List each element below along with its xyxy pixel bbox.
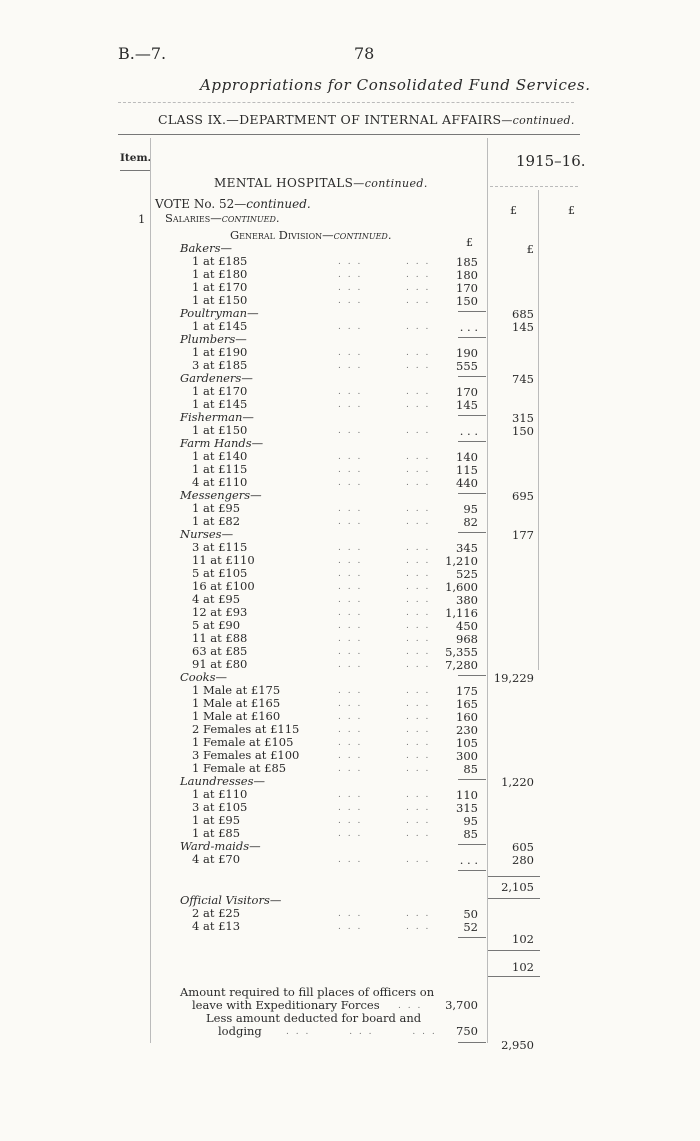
row-amount: . . . [459, 853, 478, 867]
row-label: 1 Male at £165 [192, 696, 281, 710]
row-label: 4 at £70 [192, 852, 241, 866]
group-total: 685 [512, 307, 534, 321]
group-rule [458, 415, 486, 416]
row-amount: 140 [456, 450, 478, 464]
row-label: 1 at £150 [192, 423, 248, 437]
leader-dots: . . . . . . [338, 478, 431, 488]
salaries-heading: Salaries—continued. [165, 211, 280, 225]
row-label: 16 at £100 [192, 579, 255, 593]
leader-dots: . . . . . . [338, 712, 431, 722]
row-amount: 150 [456, 294, 478, 308]
category-label: Fisherman— [180, 410, 254, 424]
row-amount: 345 [456, 541, 478, 555]
page-title: Appropriations for Consolidated Fund Services. [200, 76, 591, 94]
category-label: Poultryman— [180, 306, 259, 320]
leader-dots: . . . . . . [338, 686, 431, 696]
row-amount: 1,600 [445, 580, 478, 594]
row-amount: 5,355 [445, 645, 478, 659]
row-amount: 1,210 [445, 554, 478, 568]
row-label: 91 at £80 [192, 657, 248, 671]
category-label: Bakers— [180, 241, 232, 255]
leader-dots: . . . . . . [338, 296, 431, 306]
row-label: 1 Female at £105 [192, 735, 294, 749]
row-amount: 525 [456, 567, 478, 581]
row-amount: 85 [463, 827, 478, 841]
section-heading: MENTAL HOSPITALS—continued. [214, 176, 428, 190]
row-label: 11 at £88 [192, 631, 248, 645]
official-visitors-label: Official Visitors— [180, 893, 282, 907]
item-header-rule [120, 170, 150, 171]
leader-dots: . . . . . . [338, 855, 431, 865]
group-total: 19,229 [493, 671, 534, 685]
leader-dots: . . . . . . [338, 803, 431, 813]
row-label: 1 at £110 [192, 787, 248, 801]
group-rule [458, 844, 486, 845]
row-amount: 7,280 [445, 658, 478, 672]
row-label: 1 at £150 [192, 293, 248, 307]
row-amount: 95 [463, 814, 478, 828]
leader-dots: . . . . . . [338, 790, 431, 800]
group-rule [458, 493, 486, 494]
currency-col2: £ [568, 204, 575, 217]
class-divider [118, 134, 580, 135]
row-amount: 190 [456, 346, 478, 360]
row-amount: 105 [456, 736, 478, 750]
lodging-dots: . . . . . . . . . [286, 1027, 437, 1037]
group-rule [458, 675, 486, 676]
group-total: 1,220 [501, 775, 534, 789]
row-label: 12 at £93 [192, 605, 248, 619]
row-label: 1 Male at £175 [192, 683, 281, 697]
row-label: 3 Females at £100 [192, 748, 300, 762]
category-label: Nurses— [180, 527, 234, 541]
row-amount: 115 [456, 463, 478, 477]
leader-dots: . . . . . . [338, 270, 431, 280]
leader-dots: . . . . . . [338, 322, 431, 332]
group-total: £ [526, 242, 534, 256]
leader-dots: . . . . . . [338, 660, 431, 670]
column-item-header: Item. [120, 152, 152, 164]
leader-dots: . . . . . . [338, 452, 431, 462]
page-ref: B.—7. [118, 44, 167, 63]
visitors-rule [458, 937, 486, 938]
row-label: 1 at £170 [192, 384, 248, 398]
visitors-total-rule [488, 950, 540, 951]
row-label: 1 at £185 [192, 254, 248, 268]
leader-dots: . . . . . . [338, 621, 431, 631]
leader-dots: . . . . . . [338, 751, 431, 761]
group-rule [458, 311, 486, 312]
group-total: 177 [512, 528, 534, 542]
group-rule [458, 870, 486, 871]
leader-dots: . . . . . . [338, 738, 431, 748]
leader-dots: . . . . . . [338, 764, 431, 774]
row-amount: 440 [456, 476, 478, 490]
row-amount: 170 [456, 385, 478, 399]
row-label: 11 at £110 [192, 553, 255, 567]
leader-dots: . . . . . . [338, 465, 431, 475]
visitors-total-repeat: 102 [512, 960, 534, 974]
row-amount: . . . [459, 424, 478, 438]
row-label: 4 at £110 [192, 475, 248, 489]
group-rule [458, 337, 486, 338]
amount-column-line [487, 138, 488, 1043]
row-label: 1 at £115 [192, 462, 248, 476]
currency-col3: £ [466, 236, 473, 249]
row-label: 1 at £170 [192, 280, 248, 294]
division-heading: General Division—continued. [230, 228, 392, 242]
category-label: Ward-maids— [180, 839, 261, 853]
leader-dots: . . . . . . [338, 595, 431, 605]
title-divider [118, 102, 574, 103]
visitors-row-1-label: 2 at £25 [192, 906, 241, 920]
leader-dots: . . . . . . [338, 647, 431, 657]
category-label: Plumbers— [180, 332, 247, 346]
category-label: Laundresses— [180, 774, 265, 788]
leader-dots: . . . . . . [338, 829, 431, 839]
leader-dots: . . . . . . [338, 504, 431, 514]
visitors-row-2-label: 4 at £13 [192, 919, 241, 933]
row-label: 1 at £145 [192, 319, 248, 333]
leader-dots: . . . . . . [338, 634, 431, 644]
row-label: 1 at £180 [192, 267, 248, 281]
group-total: 605 [512, 840, 534, 854]
category-label: Farm Hands— [180, 436, 264, 450]
leader-dots: . . . . . . [338, 348, 431, 358]
leader-dots: . . . . . . [338, 400, 431, 410]
row-label: 4 at £95 [192, 592, 241, 606]
row-label: 5 at £90 [192, 618, 241, 632]
group-rule [458, 441, 486, 442]
subtotal-rule [488, 876, 540, 877]
row-label: 1 at £85 [192, 826, 241, 840]
salaries-subtotal: 2,105 [501, 880, 534, 894]
row-amount: 95 [463, 502, 478, 516]
row-amount: 300 [456, 749, 478, 763]
row-amount: 968 [456, 632, 478, 646]
row-amount: 185 [456, 255, 478, 269]
row-amount: 1,116 [445, 606, 478, 620]
row-amount: 145 [456, 398, 478, 412]
row-amount: 450 [456, 619, 478, 633]
visitors-repeat-rule [488, 976, 540, 977]
leader-dots: . . . . . . [338, 569, 431, 579]
expeditionary-line-3: Less amount deducted for board and [206, 1011, 422, 1025]
row-amount: 175 [456, 684, 478, 698]
expeditionary-line-2: leave with Expeditionary Forces [192, 998, 380, 1012]
class-heading: CLASS IX.—DEPARTMENT OF INTERNAL AFFAIRS—continued. [158, 112, 575, 127]
row-amount: 110 [456, 788, 478, 802]
amount-subcolumn-line [538, 190, 539, 670]
visitors-row-1-amount: 50 [463, 907, 478, 921]
item-number: 1 [138, 212, 146, 226]
row-label: 2 Females at £115 [192, 722, 300, 736]
leader-dots: . . . . . . [338, 608, 431, 618]
leader-dots: . . . . . . [338, 387, 431, 397]
group-total: 150 [512, 424, 534, 438]
leader-dots: . . . . . . [338, 283, 431, 293]
category-label: Gardeners— [180, 371, 253, 385]
leader-dots: . . . . . . [338, 725, 431, 735]
group-rule [458, 376, 486, 377]
deduct-rule [458, 1042, 486, 1043]
vote-heading: VOTE No. 52—continued. [155, 197, 311, 211]
visitors-total: 102 [512, 932, 534, 946]
expeditionary-amount: 3,700 [445, 998, 478, 1012]
row-label: 1 at £95 [192, 813, 241, 827]
group-total: 280 [512, 853, 534, 867]
leader-dots: . . . . . . [338, 816, 431, 826]
expeditionary-line-1: Amount required to fill places of officers on [180, 985, 435, 999]
row-amount: 315 [456, 801, 478, 815]
leader-dots: . . . . . . [338, 582, 431, 592]
group-rule [458, 779, 486, 780]
row-label: 3 at £105 [192, 800, 248, 814]
row-amount: 555 [456, 359, 478, 373]
row-label: 1 at £190 [192, 345, 248, 359]
row-amount: 170 [456, 281, 478, 295]
category-label: Messengers— [180, 488, 262, 502]
page-number: 78 [354, 44, 375, 63]
leader-dots: . . . . . . [338, 517, 431, 527]
row-amount: 165 [456, 697, 478, 711]
leader-dots: . . . . . . [338, 257, 431, 267]
group-total: 695 [512, 489, 534, 503]
expeditionary-net: 2,950 [501, 1038, 534, 1052]
year-divider [490, 186, 578, 187]
visitors-row-2-amount: 52 [463, 920, 478, 934]
leader-dots: . . . . . . [338, 361, 431, 371]
leader-dots: . . . . . . [338, 426, 431, 436]
item-column-line [150, 138, 151, 1043]
group-total: 745 [512, 372, 534, 386]
row-label: 1 Female at £85 [192, 761, 287, 775]
currency-col1: £ [510, 204, 517, 217]
row-label: 1 at £82 [192, 514, 241, 528]
group-total: 315 [512, 411, 534, 425]
row-label: 5 at £105 [192, 566, 248, 580]
row-amount: 230 [456, 723, 478, 737]
expeditionary-dots: . . . [398, 1001, 423, 1011]
group-total: 145 [512, 320, 534, 334]
group-rule [458, 532, 486, 533]
row-label: 1 at £145 [192, 397, 248, 411]
subtotal-rule-bottom [488, 898, 540, 899]
row-label: 63 at £85 [192, 644, 248, 658]
expeditionary-line-4: lodging [218, 1024, 262, 1038]
row-amount: 160 [456, 710, 478, 724]
row-label: 3 at £185 [192, 358, 248, 372]
row-label: 1 at £95 [192, 501, 241, 515]
leader-dots: . . . . . . [338, 543, 431, 553]
row-amount: 180 [456, 268, 478, 282]
visitors-row-1-dots: . . . . . . [338, 909, 431, 919]
row-label: 1 at £140 [192, 449, 248, 463]
year-heading: 1915–16. [516, 152, 586, 170]
category-label: Cooks— [180, 670, 228, 684]
row-label: 1 Male at £160 [192, 709, 281, 723]
expeditionary-deduct: 750 [456, 1024, 478, 1038]
row-label: 3 at £115 [192, 540, 248, 554]
visitors-row-2-dots: . . . . . . [338, 922, 431, 932]
leader-dots: . . . . . . [338, 699, 431, 709]
row-amount: 85 [463, 762, 478, 776]
row-amount: 82 [463, 515, 478, 529]
row-amount: . . . [459, 320, 478, 334]
leader-dots: . . . . . . [338, 556, 431, 566]
row-amount: 380 [456, 593, 478, 607]
